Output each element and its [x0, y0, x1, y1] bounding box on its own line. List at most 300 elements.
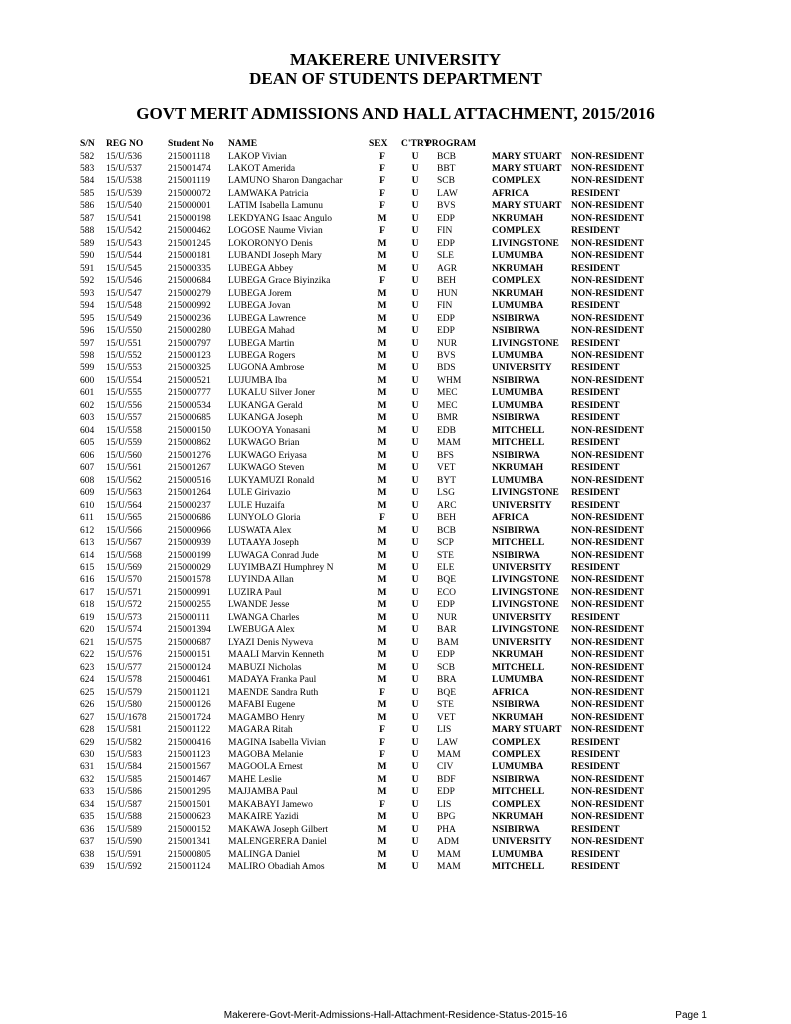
cell-sn: 633	[80, 787, 95, 798]
cell-residence-status: RESIDENT	[571, 301, 620, 312]
cell-sex: M	[377, 338, 387, 349]
table-row	[0, 824, 791, 836]
cell-hall: LIVINGSTONE	[492, 488, 559, 499]
cell-hall: LIVINGSTONE	[492, 575, 559, 586]
cell-reg-no: 15/U/545	[106, 263, 142, 274]
cell-country: U	[411, 238, 419, 249]
cell-reg-no: 15/U/544	[106, 251, 142, 262]
cell-program: MAM	[437, 750, 461, 760]
cell-sex: M	[377, 787, 387, 798]
cell-name: LULE Girivazio	[228, 488, 291, 499]
cell-hall: COMPLEX	[492, 750, 541, 760]
cell-student-no: 215000992	[168, 301, 211, 312]
cell-sex: M	[377, 251, 387, 262]
cell-student-no: 215000255	[168, 600, 211, 611]
cell-sex: M	[377, 500, 387, 511]
cell-program: BAM	[437, 637, 459, 648]
column-header-name: NAME	[228, 139, 258, 149]
cell-program: BRA	[437, 675, 457, 686]
cell-program: ELE	[437, 562, 455, 573]
cell-sex: F	[379, 163, 385, 174]
cell-sn: 613	[80, 538, 95, 549]
cell-hall: COMPLEX	[492, 799, 541, 810]
cell-reg-no: 15/U/565	[106, 513, 142, 524]
cell-program: FIN	[437, 226, 453, 237]
cell-hall: NKRUMAH	[492, 288, 544, 299]
cell-sn: 585	[80, 188, 95, 199]
cell-hall: LUMUMBA	[492, 301, 544, 312]
cell-sn: 609	[80, 488, 95, 499]
cell-sn: 639	[80, 862, 95, 873]
cell-sn: 589	[80, 238, 95, 249]
cell-residence-status: NON-RESIDENT	[571, 213, 644, 224]
cell-sn: 622	[80, 650, 95, 661]
cell-name: LUYIMBAZI Humphrey N	[228, 562, 334, 573]
cell-country: U	[411, 213, 419, 224]
cell-sex: M	[377, 301, 387, 312]
table-row	[0, 412, 791, 424]
cell-country: U	[411, 600, 419, 611]
cell-sex: M	[377, 400, 387, 411]
table-row	[0, 213, 791, 225]
cell-name: MAGAMBO Henry	[228, 712, 305, 723]
cell-hall: LUMUMBA	[492, 762, 544, 773]
cell-name: LUKANGA Joseph	[228, 413, 303, 424]
cell-sn: 611	[80, 513, 94, 524]
cell-residence-status: RESIDENT	[571, 824, 620, 835]
cell-student-no: 215001264	[168, 488, 211, 499]
cell-country: U	[411, 637, 419, 648]
cell-residence-status: NON-RESIDENT	[571, 774, 644, 785]
cell-residence-status: NON-RESIDENT	[571, 725, 644, 736]
cell-sex: M	[377, 762, 387, 773]
cell-reg-no: 15/U/560	[106, 450, 142, 461]
cell-name: LUGONA Ambrose	[228, 363, 305, 374]
cell-hall: NSIBIRWA	[492, 413, 540, 424]
cell-hall: UNIVERSITY	[492, 837, 552, 848]
cell-sex: F	[379, 201, 385, 212]
cell-sn: 612	[80, 525, 95, 536]
cell-sn: 593	[80, 288, 95, 299]
cell-country: U	[411, 201, 419, 212]
cell-sn: 591	[80, 263, 95, 274]
cell-program: LIS	[437, 725, 452, 736]
table-row	[0, 574, 791, 586]
cell-sex: M	[377, 438, 387, 449]
cell-reg-no: 15/U/554	[106, 375, 142, 386]
cell-sex: M	[377, 363, 387, 374]
cell-residence-status: NON-RESIDENT	[571, 637, 644, 648]
cell-sex: F	[379, 799, 385, 810]
cell-name: LUBANDI Joseph Mary	[228, 251, 322, 262]
cell-hall: MARY STUART	[492, 725, 562, 736]
cell-student-no: 215000151	[168, 650, 211, 661]
cell-sn: 638	[80, 849, 95, 860]
table-row	[0, 475, 791, 487]
cell-sex: M	[377, 538, 387, 549]
cell-sn: 600	[80, 375, 95, 386]
cell-program: AGR	[437, 263, 458, 274]
cell-residence-status: NON-RESIDENT	[571, 712, 644, 723]
cell-sn: 625	[80, 687, 95, 698]
cell-student-no: 215000462	[168, 226, 211, 237]
cell-reg-no: 15/U/570	[106, 575, 142, 586]
cell-sex: M	[377, 463, 387, 474]
cell-name: LUZIRA Paul	[228, 587, 282, 598]
cell-program: EDB	[437, 425, 456, 436]
cell-student-no: 215001724	[168, 712, 211, 723]
cell-country: U	[411, 263, 419, 274]
cell-name: LUBEGA Grace Biyinzika	[228, 276, 331, 287]
cell-student-no: 215001341	[168, 837, 211, 848]
cell-program: CIV	[437, 762, 454, 773]
cell-name: LUBEGA Jorem	[228, 288, 292, 299]
table-row	[0, 387, 791, 399]
cell-sn: 632	[80, 774, 95, 785]
table-row	[0, 674, 791, 686]
cell-hall: AFRICA	[492, 188, 529, 199]
cell-student-no: 215001467	[168, 774, 211, 785]
cell-country: U	[411, 375, 419, 386]
table-row	[0, 749, 791, 761]
cell-sex: F	[379, 226, 385, 237]
cell-sex: M	[377, 837, 387, 848]
table-row	[0, 188, 791, 200]
cell-hall: LUMUMBA	[492, 475, 544, 486]
cell-reg-no: 15/U/583	[106, 750, 142, 760]
cell-program: EDP	[437, 787, 455, 798]
cell-reg-no: 15/U/547	[106, 288, 142, 299]
cell-program: EDP	[437, 313, 455, 324]
cell-sn: 610	[80, 500, 95, 511]
cell-student-no: 215000236	[168, 313, 211, 324]
cell-hall: MITCHELL	[492, 862, 545, 873]
cell-residence-status: NON-RESIDENT	[571, 513, 644, 524]
cell-student-no: 215000534	[168, 400, 211, 411]
table-row	[0, 151, 791, 163]
cell-program: EDP	[437, 238, 455, 249]
cell-reg-no: 15/U/585	[106, 774, 142, 785]
table-row	[0, 562, 791, 574]
cell-sn: 630	[80, 750, 95, 760]
cell-country: U	[411, 737, 419, 748]
cell-country: U	[411, 351, 419, 361]
cell-hall: AFRICA	[492, 513, 529, 524]
cell-sex: M	[377, 824, 387, 835]
cell-hall: MITCHELL	[492, 425, 545, 436]
table-row	[0, 275, 791, 287]
cell-program: MAM	[437, 862, 461, 873]
cell-residence-status: NON-RESIDENT	[571, 251, 644, 262]
cell-program: STE	[437, 700, 454, 711]
cell-country: U	[411, 338, 419, 349]
column-header-sex: SEX	[369, 139, 388, 149]
cell-student-no: 215000416	[168, 737, 211, 748]
cell-student-no: 215000280	[168, 326, 211, 337]
cell-country: U	[411, 450, 419, 461]
cell-student-no: 215001474	[168, 163, 211, 174]
cell-sex: F	[379, 737, 385, 748]
table-row	[0, 362, 791, 374]
cell-student-no: 215001295	[168, 787, 211, 798]
cell-residence-status: NON-RESIDENT	[571, 276, 644, 287]
table-row	[0, 512, 791, 524]
cell-sex: M	[377, 351, 387, 361]
cell-name: LYAZI Denis Nyweva	[228, 637, 314, 648]
cell-program: NUR	[437, 338, 458, 349]
cell-name: LUKANGA Gerald	[228, 400, 303, 411]
cell-sex: M	[377, 612, 387, 623]
cell-name: LUJUMBA Iba	[228, 375, 287, 386]
cell-reg-no: 15/U/574	[106, 625, 142, 636]
table-row	[0, 861, 791, 873]
cell-sn: 607	[80, 463, 95, 474]
cell-residence-status: NON-RESIDENT	[571, 151, 644, 162]
cell-sex: M	[377, 675, 387, 686]
cell-hall: LIVINGSTONE	[492, 338, 559, 349]
cell-sn: 596	[80, 326, 95, 337]
cell-sex: M	[377, 263, 387, 274]
cell-name: MABUZI Nicholas	[228, 662, 302, 673]
cell-program: MAM	[437, 438, 461, 449]
cell-sex: M	[377, 637, 387, 648]
cell-sn: 637	[80, 837, 95, 848]
cell-program: LSG	[437, 488, 455, 499]
cell-reg-no: 15/U/556	[106, 400, 142, 411]
cell-reg-no: 15/U/591	[106, 849, 142, 860]
cell-name: LOGOSE Naume Vivian	[228, 226, 323, 237]
column-header-country: C'TRY	[401, 139, 431, 149]
department-title: DEAN OF STUDENTS DEPARTMENT	[249, 69, 542, 88]
cell-student-no: 215000072	[168, 188, 211, 199]
cell-reg-no: 15/U/569	[106, 562, 142, 573]
cell-program: BDS	[437, 363, 456, 374]
cell-student-no: 215000279	[168, 288, 211, 299]
cell-residence-status: NON-RESIDENT	[571, 550, 644, 561]
cell-program: BCB	[437, 525, 457, 536]
cell-reg-no: 15/U/540	[106, 201, 142, 212]
table-row	[0, 400, 791, 412]
document-title: GOVT MERIT ADMISSIONS AND HALL ATTACHMENT, 2015/2016	[136, 104, 655, 123]
table-row	[0, 238, 791, 250]
cell-name: MAGINA Isabella Vivian	[228, 737, 326, 748]
cell-hall: LUMUMBA	[492, 388, 544, 399]
cell-reg-no: 15/U/588	[106, 812, 142, 823]
cell-student-no: 215001245	[168, 238, 211, 249]
cell-sex: M	[377, 862, 387, 873]
cell-student-no: 215000623	[168, 812, 211, 823]
cell-reg-no: 15/U/579	[106, 687, 142, 698]
cell-sex: M	[377, 600, 387, 611]
cell-sn: 615	[80, 562, 95, 573]
column-header-program: PROGRAM	[426, 139, 477, 149]
cell-sex: F	[379, 276, 385, 287]
cell-program: NUR	[437, 612, 458, 623]
table-row	[0, 662, 791, 674]
table-row	[0, 724, 791, 736]
cell-hall: MITCHELL	[492, 438, 545, 449]
cell-reg-no: 15/U/564	[106, 500, 142, 511]
cell-reg-no: 15/U/563	[106, 488, 142, 499]
cell-sn: 620	[80, 625, 95, 636]
cell-residence-status: RESIDENT	[571, 388, 620, 399]
cell-sn: 582	[80, 151, 95, 162]
cell-name: MAGOOLA Ernest	[228, 762, 303, 773]
cell-country: U	[411, 538, 419, 549]
cell-student-no: 215000685	[168, 413, 211, 424]
cell-residence-status: RESIDENT	[571, 862, 620, 873]
cell-country: U	[411, 837, 419, 848]
cell-residence-status: RESIDENT	[571, 562, 620, 573]
table-header-row	[0, 138, 791, 150]
cell-name: MAENDE Sandra Ruth	[228, 687, 319, 698]
cell-country: U	[411, 463, 419, 474]
cell-sex: M	[377, 550, 387, 561]
cell-country: U	[411, 625, 419, 636]
cell-residence-status: NON-RESIDENT	[571, 475, 644, 486]
cell-sn: 595	[80, 313, 95, 324]
cell-program: ADM	[437, 837, 460, 848]
cell-country: U	[411, 313, 419, 324]
cell-residence-status: RESIDENT	[571, 263, 620, 274]
cell-country: U	[411, 774, 419, 785]
cell-residence-status: NON-RESIDENT	[571, 575, 644, 586]
cell-student-no: 215000687	[168, 637, 211, 648]
table-row	[0, 300, 791, 312]
cell-hall: AFRICA	[492, 687, 529, 698]
cell-residence-status: RESIDENT	[571, 737, 620, 748]
cell-program: BQE	[437, 687, 456, 698]
cell-country: U	[411, 363, 419, 374]
cell-student-no: 215000150	[168, 425, 211, 436]
cell-hall: LIVINGSTONE	[492, 600, 559, 611]
cell-hall: NSIBIRWA	[492, 450, 540, 461]
cell-reg-no: 15/U/555	[106, 388, 142, 399]
cell-country: U	[411, 725, 419, 736]
cell-residence-status: NON-RESIDENT	[571, 587, 644, 598]
cell-sex: M	[377, 812, 387, 823]
cell-name: LOKORONYO Denis	[228, 238, 313, 249]
cell-student-no: 215000797	[168, 338, 211, 349]
cell-residence-status: RESIDENT	[571, 500, 620, 511]
cell-hall: NKRUMAH	[492, 213, 544, 224]
cell-program: SCP	[437, 538, 454, 549]
cell-hall: LUMUMBA	[492, 675, 544, 686]
cell-name: LWANDE Jesse	[228, 600, 290, 611]
cell-student-no: 215000805	[168, 849, 211, 860]
cell-name: MAALI Marvin Kenneth	[228, 650, 325, 661]
table-row	[0, 288, 791, 300]
cell-program: BDF	[437, 774, 456, 785]
cell-reg-no: 15/U/536	[106, 151, 142, 162]
cell-residence-status: RESIDENT	[571, 413, 620, 424]
cell-student-no: 215001567	[168, 762, 211, 773]
cell-reg-no: 15/U/592	[106, 862, 142, 873]
cell-country: U	[411, 787, 419, 798]
table-row	[0, 325, 791, 337]
cell-country: U	[411, 750, 419, 760]
cell-reg-no: 15/U/546	[106, 276, 142, 287]
cell-reg-no: 15/U/553	[106, 363, 142, 374]
cell-sn: 594	[80, 301, 95, 312]
cell-residence-status: NON-RESIDENT	[571, 625, 644, 636]
cell-hall: MITCHELL	[492, 787, 545, 798]
cell-name: MALINGA Daniel	[228, 849, 301, 860]
cell-student-no: 215000684	[168, 276, 211, 287]
cell-hall: UNIVERSITY	[492, 612, 552, 623]
footer-document-name: Makerere-Govt-Merit-Admissions-Hall-Attachment-Residence-Status-2015-16	[223, 1010, 568, 1021]
cell-student-no: 215000111	[168, 612, 211, 623]
cell-reg-no: 15/U/561	[106, 463, 142, 474]
cell-reg-no: 15/U/566	[106, 525, 142, 536]
cell-residence-status: NON-RESIDENT	[571, 700, 644, 711]
cell-student-no: 215000237	[168, 500, 211, 511]
cell-reg-no: 15/U/559	[106, 438, 142, 449]
column-header-sn: S/N	[80, 139, 95, 149]
cell-reg-no: 15/U/581	[106, 725, 142, 736]
cell-hall: LIVINGSTONE	[492, 587, 559, 598]
cell-hall: NSIBIRWA	[492, 700, 540, 711]
cell-sn: 623	[80, 662, 95, 673]
table-row	[0, 263, 791, 275]
cell-student-no: 215000001	[168, 201, 211, 212]
cell-hall: UNIVERSITY	[492, 363, 552, 374]
cell-country: U	[411, 301, 419, 312]
cell-country: U	[411, 251, 419, 262]
cell-name: LAMUNO Sharon Dangachar	[228, 176, 343, 187]
cell-program: BEH	[437, 276, 456, 287]
cell-name: LUTAAYA Joseph	[228, 538, 299, 549]
cell-program: BMR	[437, 413, 459, 424]
table-row	[0, 849, 791, 861]
cell-sex: F	[379, 176, 385, 187]
cell-name: LUKYAMUZI Ronald	[228, 475, 315, 486]
cell-residence-status: NON-RESIDENT	[571, 787, 644, 798]
cell-reg-no: 15/U/577	[106, 662, 142, 673]
cell-sn: 606	[80, 450, 95, 461]
cell-hall: NSIBIRWA	[492, 774, 540, 785]
cell-program: EDP	[437, 650, 455, 661]
cell-hall: LUMUMBA	[492, 849, 544, 860]
cell-sn: 629	[80, 737, 95, 748]
cell-student-no: 215000991	[168, 587, 211, 598]
cell-program: STE	[437, 550, 454, 561]
cell-residence-status: RESIDENT	[571, 400, 620, 411]
table-row	[0, 712, 791, 724]
cell-sn: 590	[80, 251, 95, 262]
cell-country: U	[411, 475, 419, 486]
cell-sex: M	[377, 525, 387, 536]
cell-reg-no: 15/U/538	[106, 176, 142, 187]
cell-country: U	[411, 862, 419, 873]
cell-country: U	[411, 575, 419, 586]
table-body	[0, 151, 791, 874]
cell-student-no: 215000029	[168, 562, 211, 573]
cell-student-no: 215001119	[168, 176, 211, 187]
cell-program: MEC	[437, 388, 458, 399]
cell-reg-no: 15/U/580	[106, 700, 142, 711]
cell-program: VET	[437, 463, 456, 474]
cell-hall: LIVINGSTONE	[492, 625, 559, 636]
table-row	[0, 450, 791, 462]
cell-country: U	[411, 226, 419, 237]
cell-program: LIS	[437, 799, 452, 810]
cell-sn: 588	[80, 226, 95, 237]
cell-sex: M	[377, 849, 387, 860]
cell-reg-no: 15/U/543	[106, 238, 142, 249]
cell-residence-status: NON-RESIDENT	[571, 375, 644, 386]
cell-sex: F	[379, 725, 385, 736]
